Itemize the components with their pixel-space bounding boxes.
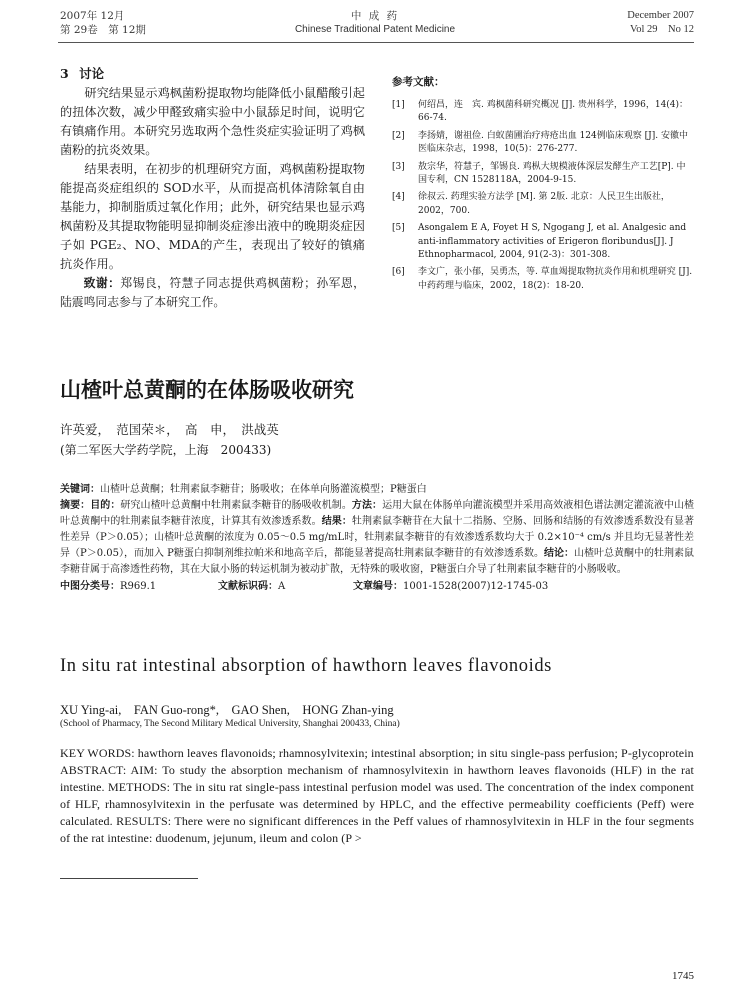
header-center (240, 9, 510, 37)
page-number: 1745 (672, 970, 694, 982)
english-affiliation: (School of Pharmacy, The Second Military Medical University, Shanghai 200433, China) (60, 719, 400, 729)
abstract-en-label: ABSTRACT: (60, 763, 127, 777)
journal-name-en: Chinese Traditional Patent Medicine (294, 24, 456, 35)
classification-label: 中图分类号： (60, 581, 120, 592)
methods-label: METHODS: (107, 780, 171, 794)
reference-item (392, 161, 694, 188)
discussion-heading-text: 讨论 (79, 66, 105, 81)
header-vol-en: Vol 29 No 12 (630, 24, 694, 35)
discussion-body (60, 84, 365, 312)
discussion-heading-num: 3 (60, 66, 69, 81)
reference-text: 敖宗华，符慧子，邹锡良. 鸡枞大规模液体深层发酵生产工艺[P]. 中国专利，CN 1528118A，2004-9-15. (418, 161, 686, 186)
article-id-label: 文章编号： (353, 581, 403, 592)
reference-text: 何绍昌，连 宾. 鸡枫菌科研究概况 [J]. 贵州科学，1996，14(4)：66-74. (418, 100, 689, 124)
reference-text: 李扬婧，谢祖俭. 白蚁菌圃治疗痔疮出血 124例临床观察 [J]. 安徽中医临床杂志，1998，10(5)：276-277. (418, 130, 688, 155)
reference-number: [6] (392, 267, 405, 278)
reference-number: [4] (392, 192, 405, 203)
reference-list (392, 99, 694, 293)
method-text: 运用大鼠在体肠单向灌流模型并采用高效液相色谱法测定灌流液中山楂叶总黄酮中的牡荆素鼠李糖苷浓度，计算其有效渗透系数。 (60, 500, 695, 527)
methods-text: The in situ rat single-pass intestinal perfusion model was used. The concentration of the index component of HLF, rhamnosylvitexin in the perfusate was determined by HPLC, and the effective permeability coefficients (Peff) were calculated. (60, 780, 694, 828)
keywords-cn-text: 山楂叶总黄酮；牡荆素鼠李糖苷；肠吸收；在体单向肠灌流模型；P糖蛋白 (100, 484, 427, 495)
reference-number: [1] (392, 100, 405, 110)
keywords-en (60, 745, 694, 762)
results-label: RESULTS: (116, 814, 172, 828)
discussion-section (60, 64, 365, 312)
aim-label: AIM: (130, 763, 158, 777)
method-label: 方法： (351, 500, 383, 511)
keywords-en-label: KEY WORDS: (60, 746, 135, 760)
classification-line (60, 579, 694, 595)
reference-text: 李文广，张小郁，吴勇杰，等. 草血竭提取物抗炎作用和机理研究 [J]. 中药药理与临床，2002，18(2)：18-20. (418, 267, 693, 291)
results-text: There were no significant differences in the Peff values of rhamnosylvitexin in HLF in the four segments of the rat intestine: duodenum, jejunum, ileum and colon (P > (60, 814, 694, 845)
result-label: 结果： (321, 516, 352, 527)
header-volume: 第 29卷 第 12期 (60, 24, 146, 36)
header-date: 2007年 12月 (60, 10, 125, 22)
document-code (218, 579, 353, 595)
document-code-value: A (278, 581, 286, 592)
objective-label: 目的： (90, 500, 121, 511)
references-section (392, 74, 694, 297)
abstract-cn-label: 摘要： (60, 500, 91, 511)
reference-number: [5] (392, 223, 405, 234)
reference-item (392, 130, 694, 157)
conclusion-text: 山楂叶总黄酮中的牡荆素鼠李糖苷属于高渗透性药物，其在大鼠小肠的转运机制为被动扩散，无特殊的吸收窗，P糖蛋白介导了牡荆素鼠李糖苷的小肠吸收。 (60, 548, 695, 575)
aim-text: To study the absorption mechanism of rhamnosylvitexin in hawthorn leaves flavonoids (HLF) in the rat intestine. (60, 763, 694, 794)
abstract-en (60, 762, 694, 847)
article-authors: 许英爱， 范国荣＊， 高 申， 洪战英 (60, 422, 279, 437)
english-title: In situ rat intestinal absorption of hawthorn leaves flavonoids (60, 656, 552, 676)
keywords-cn (60, 482, 694, 498)
result-text: 牡荆素鼠李糖苷在大鼠十二指肠、空肠、回肠和结肠的有效渗透系数没有显著性差异（P＞0.05）；山楂叶总黄酮的浓度为 0.05～0.5 mg/mL时，牡荆素鼠李糖苷的有效渗透系数均大于 0.2×10⁻⁴ cm/s 并且均无显著性差异（P＞0.05），而加入 P糖蛋白抑制剂维拉帕米和地高辛后，都能显著提高牡荆素鼠李糖苷的有效渗透系数。 (60, 516, 695, 559)
article-id (353, 579, 548, 595)
article-affiliation: (第二军医大学药学院，上海 200433) (60, 443, 272, 457)
references-heading: 参考文献： (392, 76, 445, 88)
header-left (60, 9, 260, 37)
acknowledgement-label: 致谢： (83, 276, 121, 290)
reference-number: [3] (392, 161, 405, 172)
reference-item (392, 99, 694, 126)
article-title: 山楂叶总黄酮的在体肠吸收研究 (60, 378, 354, 402)
reference-text: Asongalem E A, Foyet H S, Ngogang J, et al. Analgesic and anti-inflammatory activities of Erigeron floribundus[J]. J Ethnopharmacol, 2004, 91(2-3)：301-308. (418, 223, 687, 261)
document-code-label: 文献标识码： (218, 581, 278, 592)
abstract-cn (60, 498, 694, 578)
article-id-value: 1001-1528(2007)12-1745-03 (403, 581, 549, 592)
reference-text: 徐叔云. 药理实验方法学 [M]. 第 2版. 北京：人民卫生出版社，2002，700. (418, 192, 670, 216)
classification-number (60, 579, 218, 595)
english-abstract-block (60, 745, 694, 847)
reference-item (392, 266, 694, 293)
header-right (560, 9, 694, 37)
keywords-en-text: hawthorn leaves flavonoids; rhamnosylvitexin; intestinal absorption; in situ single-pass perfusion; P-glycoprotein (137, 746, 694, 760)
reference-item (392, 191, 694, 218)
reference-number: [2] (392, 130, 405, 141)
header-month: December 2007 (627, 10, 694, 21)
acknowledgement-text: 郑锡良，符慧子同志提供鸡枫菌粉；孙军恩，陆震鸣同志参与了本研究工作。 (60, 276, 365, 309)
keywords-cn-label: 关键词： (60, 484, 100, 495)
header-rule (58, 42, 694, 43)
classification-value: R969.1 (120, 581, 157, 592)
journal-name-cn: 中 成 药 (350, 10, 400, 22)
acknowledgement (60, 274, 365, 312)
reference-item (392, 222, 694, 262)
chinese-abstract-block (60, 482, 694, 595)
footnote-rule (60, 878, 198, 879)
discussion-paragraph-1: 研究结果显示鸡枫菌粉提取物均能降低小鼠醋酸引起的扭体次数，减少甲醛致痛实验中小鼠舔足时间，说明它有镇痛作用。本研究另选取两个急性炎症实验证明了鸡枫菌粉的抗炎效果。 (60, 86, 365, 157)
discussion-paragraph-2: 结果表明，在初步的机理研究方面，鸡枫菌粉提取物能提高炎症组织的 SOD水平，从而提高机体清除氧自由基能力，抑制脂质过氧化作用；此外，研究结果也显示鸡枫菌粉及其提取物能明显抑制炎症渗出液中的晚期炎症因子如 PGE₂、NO、MDA的产生，表现出了较好的镇痛抗炎作用。 (60, 162, 365, 271)
discussion-heading (60, 64, 365, 82)
objective-text: 研究山楂叶总黄酮中牡荆素鼠李糖苷的肠吸收机制。 (120, 500, 352, 511)
english-authors: XU Ying-ai, FAN Guo-rong*, GAO Shen, HONG Zhan-ying (60, 703, 394, 717)
conclusion-label: 结论： (543, 548, 574, 559)
